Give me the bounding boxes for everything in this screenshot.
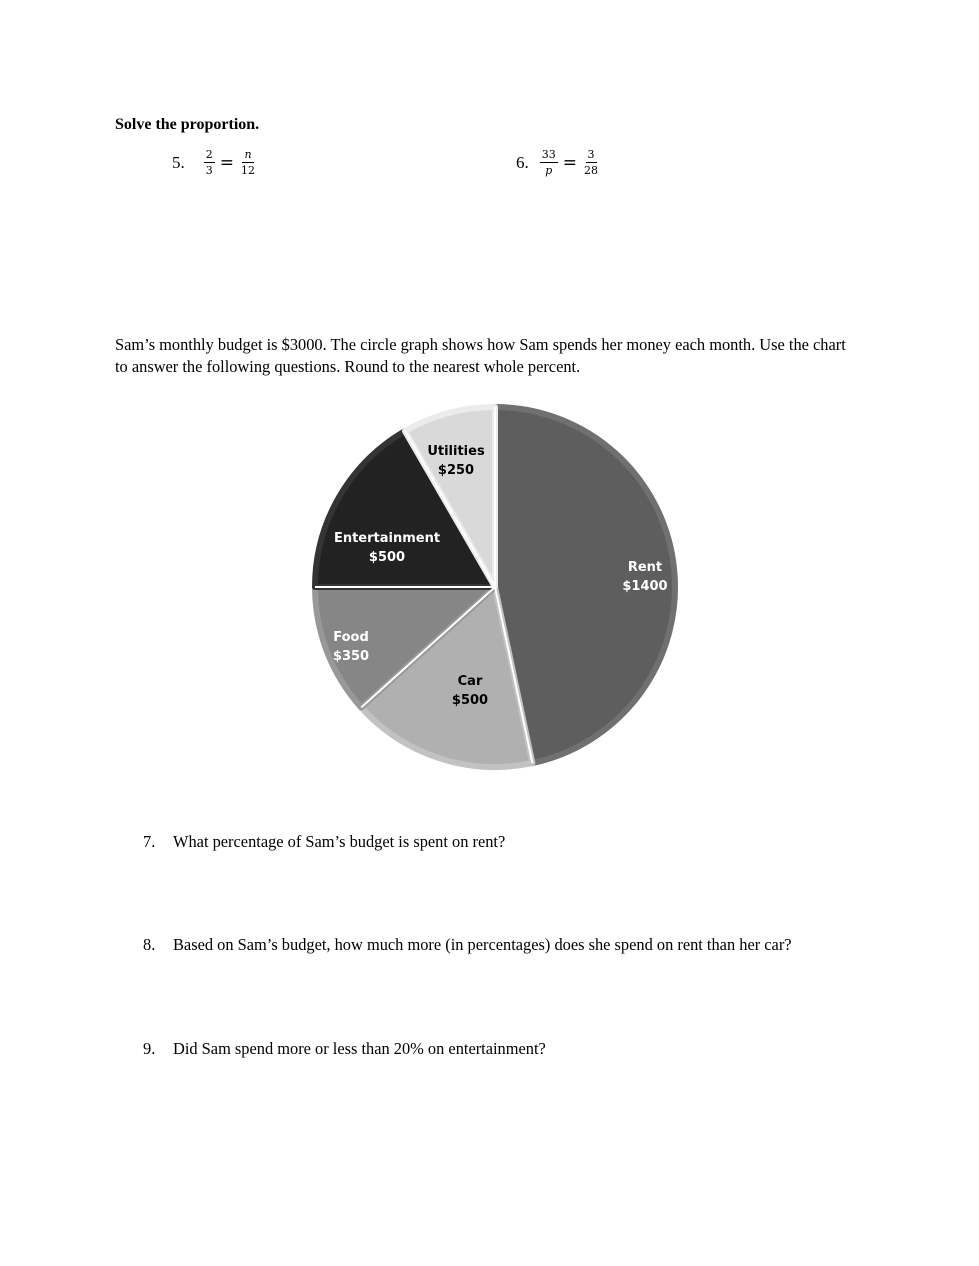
slice-value: $1400 (622, 579, 668, 594)
numerator (242, 148, 253, 163)
right-fraction (582, 148, 600, 177)
numerator: 2 (205, 148, 213, 161)
problem-6 (516, 148, 603, 177)
numerator: 33 (541, 148, 556, 161)
variable: p (545, 164, 553, 177)
slice-value: $500 (368, 550, 406, 565)
slice-name: Car (457, 674, 483, 689)
problem-number: 6. (516, 152, 529, 172)
question-text: Did Sam spend more or less than 20% on entertainment? (173, 1039, 546, 1058)
denominator (543, 163, 554, 177)
right-fraction (239, 148, 257, 177)
question-number: 8. (143, 935, 156, 954)
left-fraction (540, 148, 558, 177)
question-7 (143, 832, 505, 852)
problem-5 (172, 148, 260, 177)
question-text: What percentage of Sam’s budget is spent on rent? (173, 832, 506, 851)
equals-sign: = (562, 152, 577, 173)
slice-value: $350 (332, 649, 370, 664)
denominator: 3 (205, 164, 213, 177)
left-fraction (204, 148, 215, 177)
slice-name: Food (333, 630, 369, 645)
slice-value: $250 (437, 463, 475, 478)
slice-name: Entertainment (333, 531, 441, 546)
budget-pie-chart (300, 395, 700, 780)
denominator: 12 (241, 164, 255, 177)
numerator: 3 (587, 148, 595, 161)
question-8 (143, 935, 792, 955)
equals-sign: = (219, 152, 234, 173)
denominator: 28 (584, 164, 598, 177)
slice-value: $500 (451, 693, 489, 708)
budget-paragraph: Sam’s monthly budget is $3000. The circle graph shows how Sam spends her money each month. Use the chart to answer the following questions. Round to the nearest whole percent. (115, 335, 846, 376)
question-text: Based on Sam’s budget, how much more (in percentages) does she spend on rent than her car? (173, 935, 792, 954)
question-9 (143, 1039, 546, 1059)
problem-number: 5. (172, 152, 185, 172)
question-number: 9. (143, 1039, 156, 1058)
section-heading: Solve the proportion. (115, 116, 260, 133)
variable: n (244, 148, 252, 161)
slice-name: Rent (627, 560, 663, 575)
question-number: 7. (143, 832, 156, 851)
slice-name: Utilities (427, 444, 485, 459)
